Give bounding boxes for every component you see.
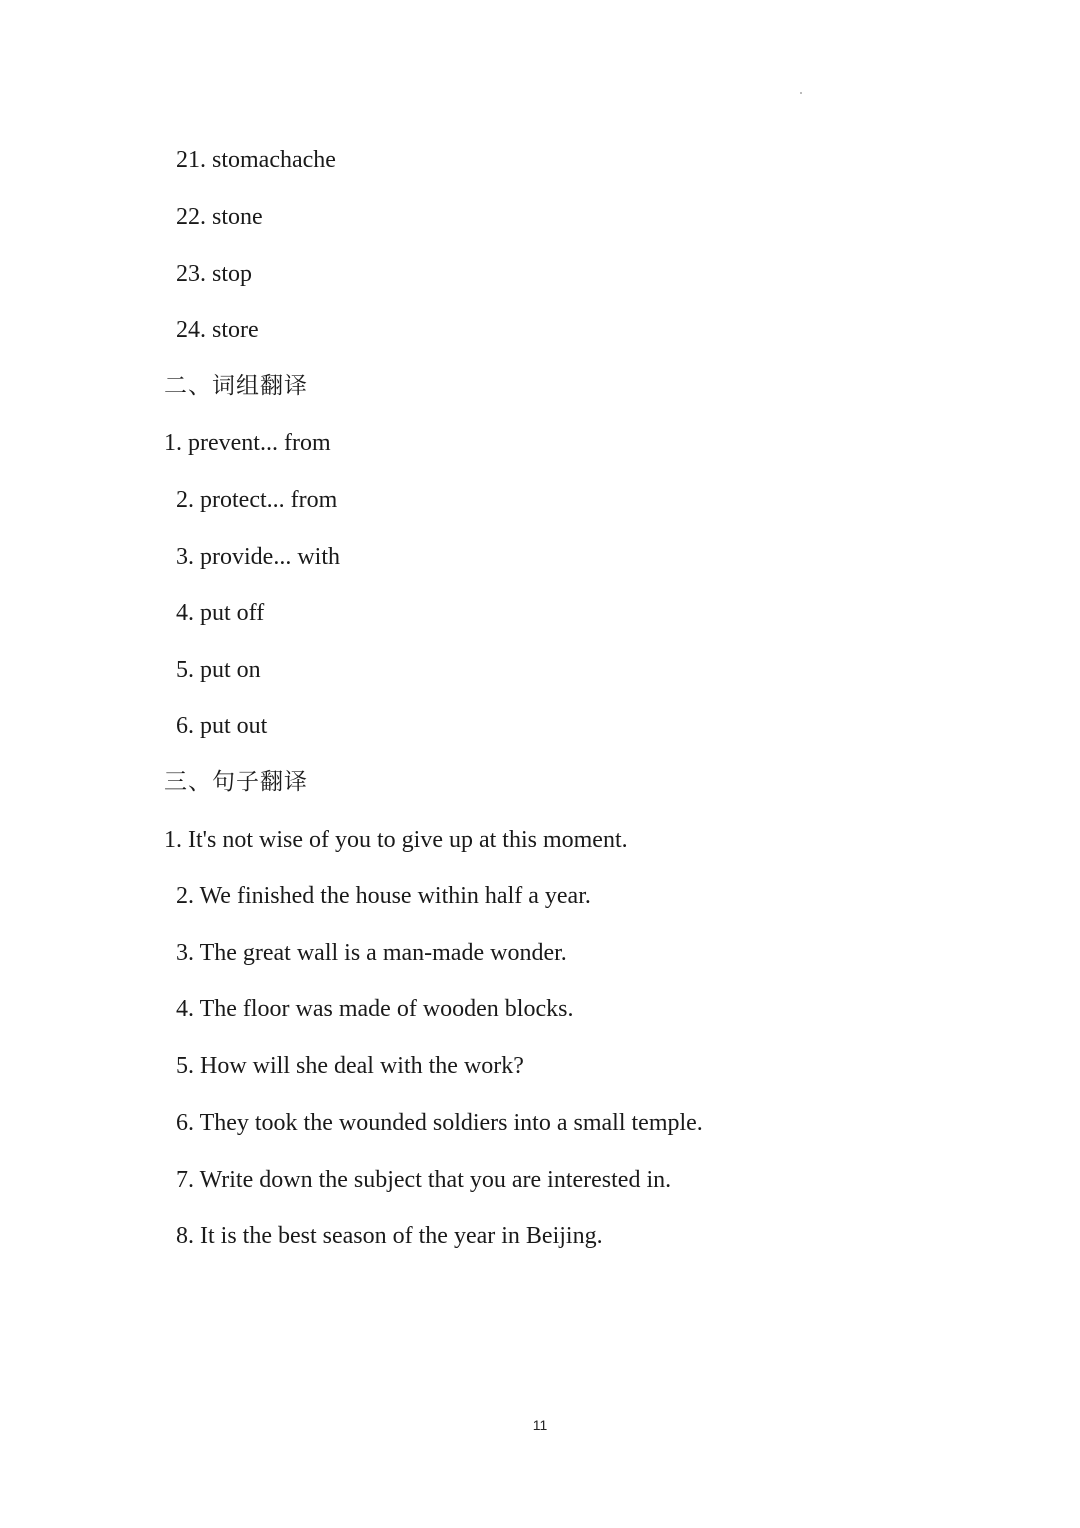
page-number: 11 bbox=[532, 1417, 548, 1433]
phrase-item: 1. prevent... from bbox=[164, 430, 331, 456]
phrase-item: 5. put on bbox=[176, 657, 261, 683]
vocab-item: 22. stone bbox=[176, 204, 263, 230]
section-heading-phrase-translation: 二、词组翻译 bbox=[164, 373, 308, 399]
sentence-item: 3. The great wall is a man-made wonder. bbox=[176, 940, 567, 966]
sentence-item: 1. It's not wise of you to give up at this moment. bbox=[164, 827, 628, 853]
sentence-item: 4. The floor was made of wooden blocks. bbox=[176, 996, 574, 1022]
sentence-item: 5. How will she deal with the work? bbox=[176, 1053, 524, 1079]
phrase-item: 6. put out bbox=[176, 713, 268, 739]
sentence-item: 6. They took the wounded soldiers into a small temple. bbox=[176, 1110, 703, 1136]
phrase-item: 2. protect... from bbox=[176, 487, 338, 513]
section-heading-sentence-translation: 三、句子翻译 bbox=[164, 769, 308, 795]
phrase-item: 3. provide... with bbox=[176, 544, 340, 570]
sentence-item: 7. Write down the subject that you are interested in. bbox=[176, 1167, 672, 1193]
sentence-item: 2. We finished the house within half a year. bbox=[176, 883, 591, 909]
scan-speck bbox=[800, 92, 802, 94]
vocab-item: 23. stop bbox=[176, 261, 253, 287]
vocab-item: 24. store bbox=[176, 317, 259, 343]
phrase-item: 4. put off bbox=[176, 600, 265, 626]
sentence-item: 8. It is the best season of the year in Beijing. bbox=[176, 1223, 603, 1249]
vocab-item: 21. stomachache bbox=[176, 147, 336, 173]
